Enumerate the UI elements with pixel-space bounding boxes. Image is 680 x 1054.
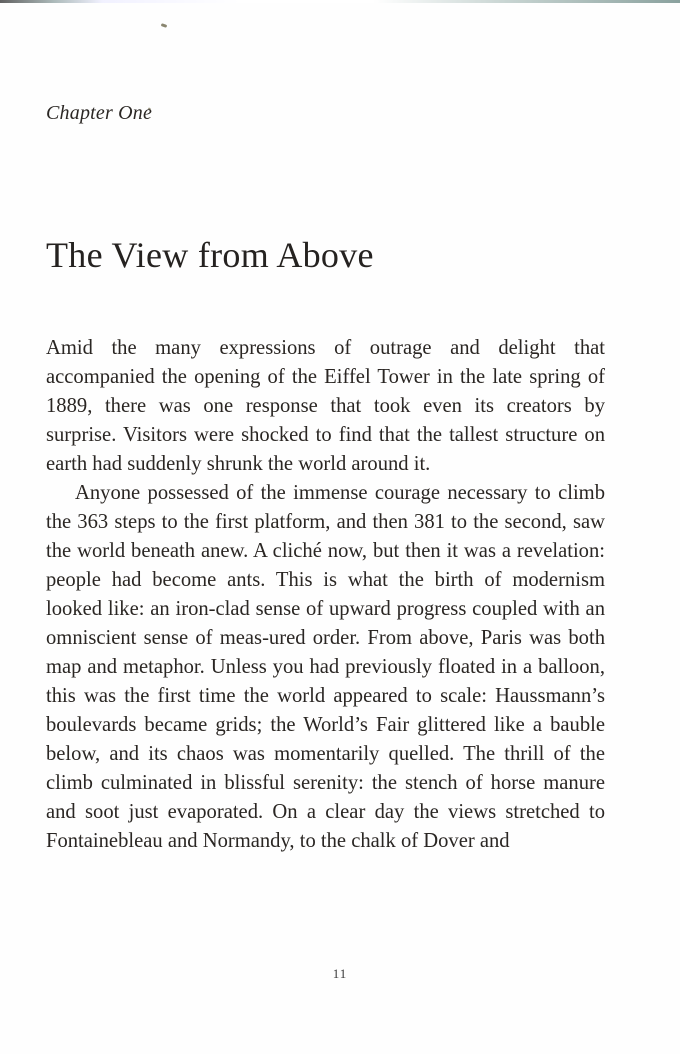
- body-text: [46, 334, 605, 856]
- paragraph: Amid the many expressions of outrage and delight that accompanied the opening of the Eiffel Tower in the late spring of 1889, there was one response that took even its creators by surprise. Visitors were shocked to find that the tallest structure on earth had suddenly shrunk the world around it.: [46, 337, 605, 475]
- chapter-label: Chapter One: [46, 102, 153, 124]
- print-speck: [161, 23, 168, 28]
- paragraph: Anyone possessed of the immense courage necessary to climb the 363 steps to the first platform, and then 381 to the second, saw the world beneath anew. A cliché now, but then it was a revelation: people had become ants. This is what the birth of modernism looked like: an iron-clad sense of upward progress coupled with an omniscient sense of meas-ured order. From above, Paris was both map and metaphor. Unless you had previously floated in a balloon, this was the first time the world appeared to scale: Haussmann’s boulevards became grids; the World’s Fair glittered like a bauble below, and its chaos was momentarily quelled. The thrill of the climb culminated in blissful serenity: the stench of horse manure and soot just evaporated. On a clear day the views stretched to Fontainebleau and Normandy, to the chalk of Dover and: [46, 482, 605, 852]
- page-number: 11: [332, 966, 348, 981]
- page-top-edge: [0, 0, 680, 3]
- chapter-title: The View from Above: [46, 235, 374, 275]
